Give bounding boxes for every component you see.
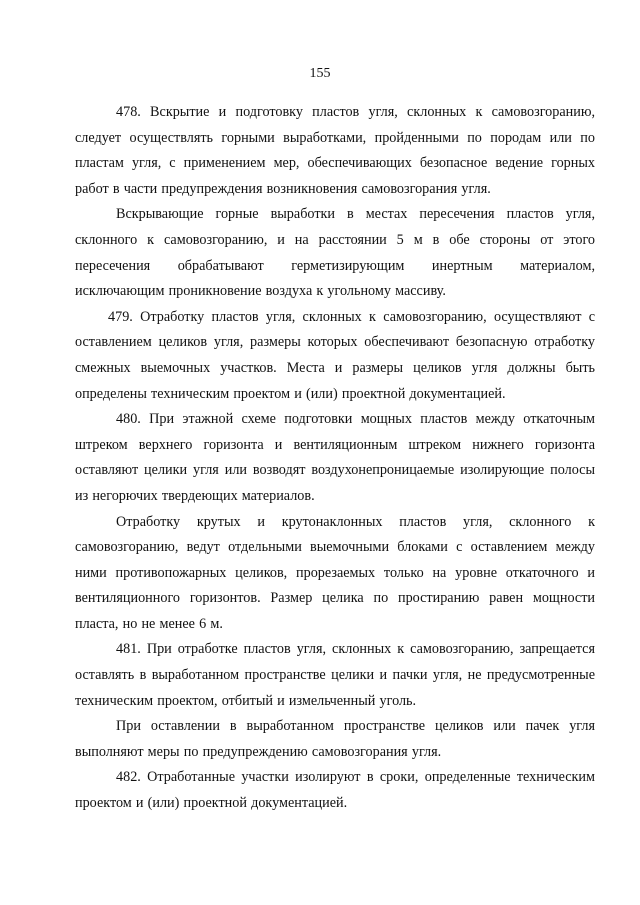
paragraph-478-continuation: Вскрывающие горные выработки в местах пересечения пластов угля, склонного к самовозгоранию, и на расстоянии 5 м в обе стороны от этого пересечения обрабатывают герметизирующим инертным материалом, исключающим проникновение воздуха к угольному массиву. — [75, 206, 595, 300]
document-body — [75, 100, 595, 817]
paragraph-482: 482. Отработанные участки изолируют в сроки, определенные техническим проектом и (или) проектной документацией. — [75, 769, 595, 812]
paragraph-478: 478. Вскрытие и подготовку пластов угля, склонных к самовозгоранию, следует осуществлять горными выработками, пройденными по породам или по пластам угля, с применением мер, обеспечивающих безопасное ведение горных работ в части предупреждения возникновения самовозгорания угля. — [75, 104, 595, 197]
paragraph-480-continuation: Отработку крутых и крутонаклонных пластов угля, склонного к самовозгоранию, ведут отдельными выемочными блоками с оставлением между ними противопожарных целиков, прорезаемых только на уровне откаточного и вентиляционного горизонтов. Размер целика по простиранию равен мощности пласта, но не менее 6 м. — [75, 513, 595, 632]
page-number: 155 — [309, 66, 331, 81]
paragraph-480: 480. При этажной схеме подготовки мощных пластов между откаточным штреком верхнего горизонта и вентиляционным штреком нижнего горизонта оставляют целики угля или возводят воздухонепроницаемые изолирующие полосы из негорючих твердеющих материалов. — [75, 411, 595, 504]
paragraph-481-continuation: При оставлении в выработанном пространстве целиков или пачек угля выполняют меры по предупреждению самовозгорания угля. — [75, 718, 595, 760]
paragraph-481: 481. При отработке пластов угля, склонных к самовозгоранию, запрещается оставлять в выработанном пространстве целики и пачки угля, не предусмотренные техническим проектом, отбитый и измельченный уголь. — [75, 641, 595, 709]
paragraph-479: 479. Отработку пластов угля, склонных к самовозгоранию, осуществляют с оставлением целиков угля, размеры которых обеспечивают безопасную отработку смежных выемочных участков. Места и размеры целиков угля должны быть определены техническим проектом и (или) проектной документацией. — [75, 308, 595, 402]
